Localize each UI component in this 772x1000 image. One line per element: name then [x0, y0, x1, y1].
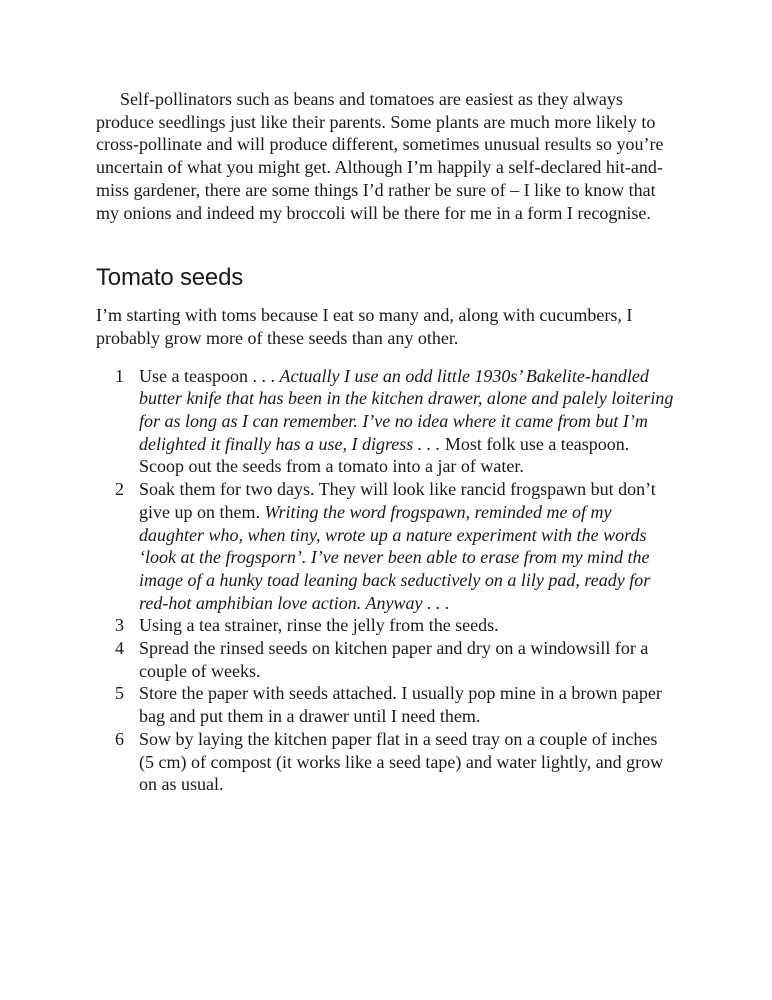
section-heading: Tomato seeds: [96, 264, 244, 292]
step-text: [139, 614, 676, 637]
step-text: [139, 728, 676, 796]
list-item: [96, 682, 676, 727]
step-text-regular: Using a tea strainer, rinse the jelly from the seeds.: [139, 615, 499, 636]
step-text-regular-end: Most folk use a teaspoon. Scoop out the seeds from a tomato into a jar of water.: [139, 433, 630, 477]
list-item: [96, 478, 676, 614]
list-item: [96, 728, 676, 796]
steps-list: [96, 365, 676, 796]
step-number: 1: [115, 365, 124, 386]
step-text-regular: Use a teaspoon . . .: [139, 365, 280, 386]
step-text: [139, 637, 676, 682]
intro-paragraph: Self-pollinators such as beans and tomatoes are easiest as they always produce seedlings just like their parents. Some plants are much more likely to cross-pollinate and will produce different, sometimes unusual results so you’re uncertain of what you might get. Although I’m happily a self-declared hit-and-miss gardener, there are some things I’d rather be sure of – I like to know that my onions and indeed my broccoli will be there for me in a form I recognise.: [96, 89, 664, 223]
step-number: 6: [115, 728, 124, 749]
step-text: [139, 682, 676, 727]
step-text: [139, 478, 676, 614]
section-intro: I’m starting with toms because I eat so many and, along with cucumbers, I probably grow more of these seeds than any other.: [96, 305, 633, 348]
step-text-regular: Store the paper with seeds attached. I usually pop mine in a brown paper bag and put them in a drawer until I need them.: [139, 683, 662, 727]
list-item: [96, 614, 676, 637]
step-number: 2: [115, 479, 124, 500]
step-number: 4: [115, 638, 124, 659]
list-item: [96, 365, 676, 479]
list-item: [96, 637, 676, 682]
step-number: 5: [115, 683, 124, 704]
step-text-regular: Soak them for two days. They will look like rancid frogspawn but don’t give up on them.: [139, 479, 656, 522]
step-text-regular: Sow by laying the kitchen paper flat in a seed tray on a couple of inches (5 cm) of compost (it works like a seed tape) and water lightly, and grow on as usual.: [139, 728, 664, 795]
step-text-italic: Writing the word frogspawn, reminded me of my daughter who, when tiny, wrote up a nature experiment with the words ‘look at the frogsporn’. I’ve never been able to erase from my mind the image of a hunky toad leaning back seductively on a lily pad, ready for red-hot amphibian love action. Anyway . . .: [139, 501, 651, 613]
step-text: [139, 365, 676, 479]
step-number: 3: [115, 615, 124, 636]
step-text-regular: Spread the rinsed seeds on kitchen paper and dry on a windowsill for a couple of weeks.: [139, 638, 649, 681]
step-text-italic: Actually I use an odd little 1930s’ Bakelite-handled butter knife that has been in the kitchen drawer, alone and palely loitering for as long as I can remember. I’ve no idea where it came from but I’m delighted it finally has a use, I digress . . .: [139, 365, 674, 454]
